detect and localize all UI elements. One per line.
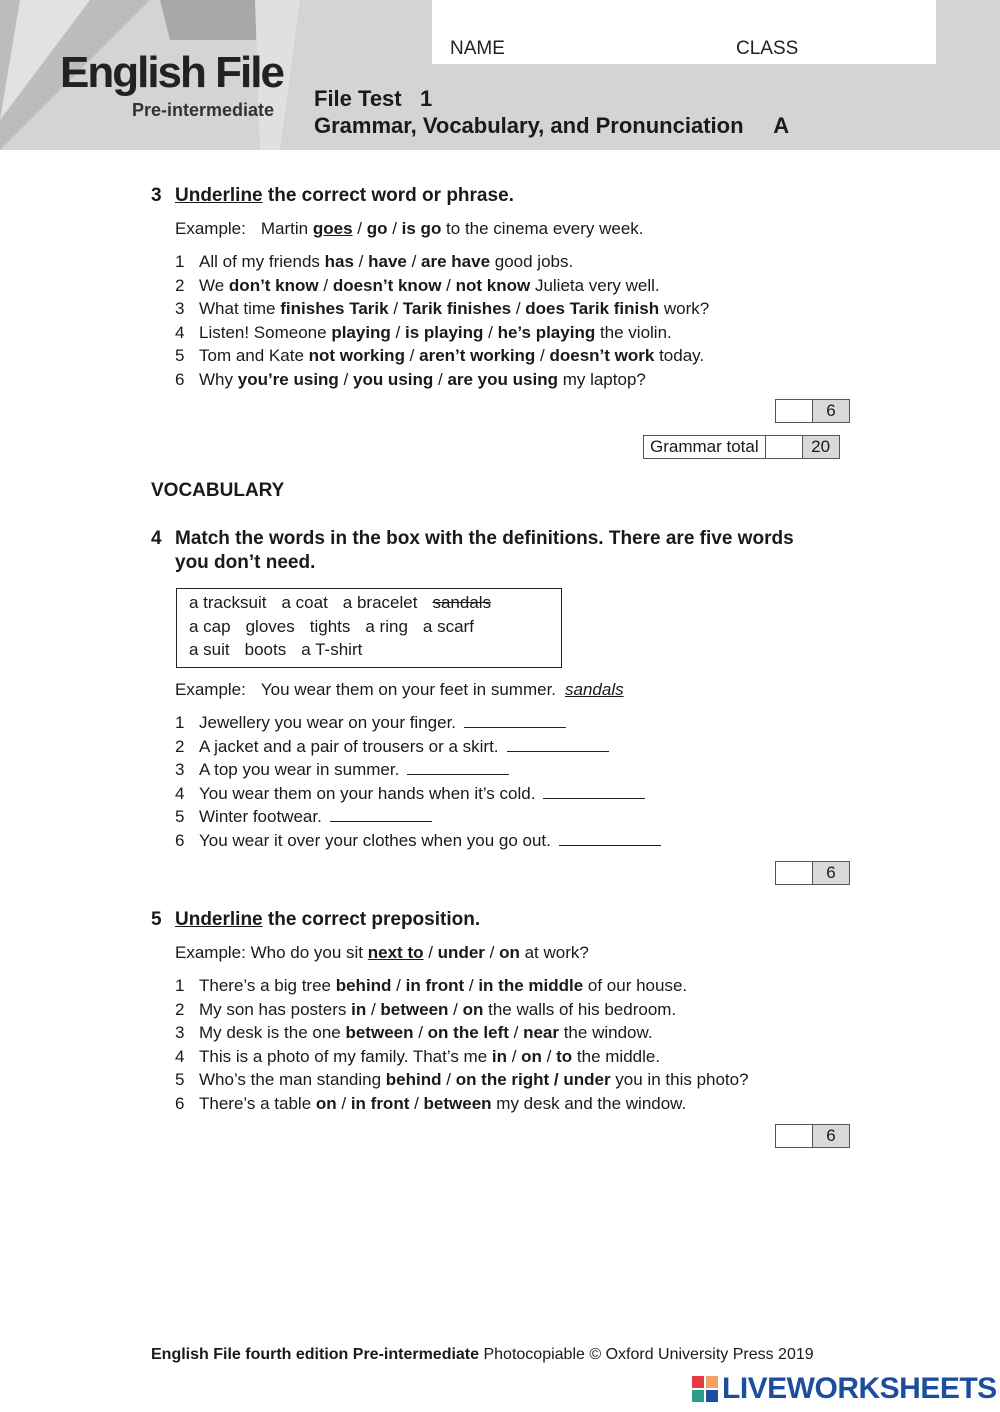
item-text: / (483, 322, 498, 342)
item-number: 6 (175, 1093, 185, 1113)
example-text: Martin (260, 219, 313, 238)
item-number: 1 (175, 252, 185, 271)
q3-item-5 (175, 344, 709, 368)
item-number: 6 (175, 369, 185, 389)
q3-item-6 (175, 368, 709, 392)
q5-item-6 (175, 1092, 749, 1116)
item-text: the window. (558, 1023, 653, 1043)
score-max: 6 (812, 862, 849, 884)
answer-option[interactable]: not working (308, 346, 405, 366)
word-box (176, 588, 562, 668)
word-box-word: a suit (189, 640, 230, 659)
item-text: A top you wear in summer. (199, 760, 400, 780)
score-max: 6 (812, 400, 849, 422)
test-title: File Test 1 (314, 86, 433, 111)
q3-item-4 (175, 321, 709, 345)
item-text: / (508, 1023, 524, 1043)
word-box-word: boots (244, 640, 287, 659)
item-text: the violin. (595, 322, 672, 342)
test-subtitle: Grammar, Vocabulary, and Pronunciation A (314, 113, 790, 138)
page-header (0, 0, 1000, 150)
answer-blank[interactable] (464, 711, 566, 728)
item-text: My son has posters (199, 999, 352, 1019)
logo-square (692, 1390, 704, 1402)
answer-option[interactable]: on (521, 1046, 542, 1066)
item-number: 4 (175, 322, 185, 342)
example-label: Example: (175, 219, 246, 238)
name-class-field[interactable] (432, 0, 936, 64)
answer-option[interactable]: on the right / under (455, 1070, 611, 1090)
answer-option[interactable]: don’t know (228, 275, 319, 295)
item-text: you in this photo? (610, 1070, 749, 1090)
item-text: / (336, 1093, 351, 1113)
item-text: All of my friends (199, 252, 325, 271)
answer-option[interactable]: to (556, 1046, 573, 1066)
example-text: Example: Who do you sit (175, 943, 368, 962)
vocabulary-heading: VOCABULARY (151, 480, 285, 501)
q4-item-2 (175, 735, 661, 759)
answer-option[interactable]: finishes Tarik (280, 299, 389, 319)
answer-option[interactable]: doesn’t know (332, 275, 442, 295)
item-text: / (441, 275, 456, 295)
item-text: You wear it over your clothes when you go out. (199, 830, 551, 850)
liveworksheets-text: LIVEWORKSHEETS (722, 1372, 997, 1405)
item-text: / (391, 976, 406, 995)
item-text: Julieta very well. (530, 275, 660, 295)
q4-item-1 (175, 711, 661, 735)
item-text: work? (659, 299, 710, 319)
q4-example (175, 680, 624, 700)
item-number: 1 (175, 976, 185, 995)
item-number: 2 (175, 999, 185, 1019)
answer-option[interactable]: you’re using (237, 369, 339, 389)
item-text: You wear them on your hands when it’s cold. (199, 783, 536, 803)
item-text: My desk is the one (199, 1023, 346, 1043)
answer-option[interactable]: have (368, 252, 407, 271)
example-option: is go (401, 219, 442, 238)
q4-heading (151, 527, 794, 575)
item-text: / (388, 299, 403, 319)
word-box-word: a cap (189, 616, 231, 636)
word-box-word: a coat (281, 593, 328, 612)
score-max: 6 (812, 1125, 849, 1147)
answer-blank[interactable] (543, 782, 645, 799)
liveworksheets-logo-icon (692, 1376, 718, 1402)
item-text: / (318, 275, 333, 295)
word-box-word: tights (309, 616, 351, 636)
grammar-total-max: 20 (802, 436, 839, 458)
answer-option[interactable]: does Tarik finish (525, 299, 660, 319)
item-text: There’s a big tree (199, 976, 336, 995)
item-text: / (507, 1046, 522, 1066)
item-number: 2 (175, 736, 185, 756)
q3-heading (151, 185, 514, 207)
q4-item-list (175, 711, 661, 853)
name-label: NAME (450, 38, 505, 59)
answer-option[interactable]: are you using (447, 369, 558, 389)
item-text: / (406, 252, 422, 271)
q3-example (175, 219, 644, 239)
item-text: / (464, 976, 479, 995)
answer-blank[interactable] (330, 805, 432, 822)
word-box-word: gloves (245, 616, 295, 636)
logo-square (706, 1376, 718, 1388)
item-text: of our house. (583, 976, 688, 995)
item-number: 5 (175, 1070, 185, 1090)
answer-blank[interactable] (507, 735, 609, 752)
footer-copyright (151, 1346, 814, 1364)
answer-option[interactable]: near (523, 1023, 559, 1043)
separator: / (484, 943, 500, 962)
q5-instruction: the correct preposition. (262, 909, 481, 930)
item-number: 3 (175, 299, 185, 319)
item-text: / (535, 346, 550, 366)
answer-option[interactable]: aren’t working (419, 346, 536, 366)
answer-option[interactable]: in front (405, 976, 465, 995)
answer-option[interactable]: he’s playing (497, 322, 596, 342)
answer-blank[interactable] (559, 829, 661, 846)
q5-heading (151, 909, 480, 931)
item-text: Jewellery you wear on your finger. (199, 713, 457, 732)
item-text: the walls of his bedroom. (483, 999, 677, 1019)
answer-option[interactable]: in front (350, 1093, 410, 1113)
class-label: CLASS (736, 38, 799, 59)
example-option: go (366, 219, 388, 238)
item-number: 4 (175, 783, 185, 803)
q3-item-3 (175, 297, 709, 321)
example-answer: sandals (565, 680, 624, 699)
item-number: 3 (175, 760, 185, 780)
q5-item-3 (175, 1021, 749, 1045)
logo-square (706, 1390, 718, 1402)
grammar-total-input[interactable] (765, 436, 802, 458)
separator: / (387, 219, 402, 238)
item-text: / (404, 346, 420, 366)
example-text: You wear them on your feet in summer. (260, 680, 557, 699)
separator: / (423, 943, 438, 962)
word-box-word: a scarf (422, 616, 474, 636)
score-input[interactable] (776, 862, 812, 884)
answer-option[interactable]: on (462, 999, 484, 1019)
logo-subtitle: Pre-intermediate (132, 100, 275, 120)
answer-blank[interactable] (407, 758, 509, 775)
item-text: / (511, 299, 526, 319)
q4-score-box (775, 861, 850, 885)
q5-item-5 (175, 1068, 749, 1092)
logo-square (692, 1376, 704, 1388)
separator: / (352, 219, 367, 238)
answer-option[interactable]: behind (335, 976, 392, 995)
grammar-total-label: Grammar total (644, 436, 765, 458)
word-box-word: a ring (365, 616, 408, 636)
word-box-word: a tracksuit (189, 593, 267, 612)
answer-option[interactable]: on the left (427, 1023, 509, 1043)
item-text: We (199, 275, 229, 295)
q3-item-list (175, 250, 709, 392)
q5-number: 5 (151, 909, 162, 930)
score-input[interactable] (776, 1125, 812, 1147)
answer-option[interactable]: on (315, 1093, 337, 1113)
item-text: good jobs. (490, 252, 574, 271)
answer-option[interactable]: between (423, 1093, 492, 1113)
q3-item-1 (175, 250, 709, 274)
answer-option[interactable]: behind (385, 1070, 442, 1090)
answer-option[interactable]: between (380, 999, 449, 1019)
answer-option[interactable]: in (351, 999, 367, 1019)
item-text: my desk and the window. (491, 1093, 687, 1113)
q5-item-2 (175, 998, 749, 1022)
logo-title: English File (60, 48, 283, 97)
q4-item-6 (175, 829, 661, 853)
q3-verb: Underline (175, 185, 263, 206)
word-box-row (189, 591, 561, 615)
item-text: Who’s the man standing (199, 1070, 386, 1090)
q4-item-3 (175, 758, 661, 782)
example-text: to the cinema every week. (441, 219, 644, 238)
item-text: Tom and Kate (199, 346, 309, 366)
answer-option[interactable]: Tarik finishes (402, 299, 512, 319)
answer-option[interactable]: between (345, 1023, 414, 1043)
score-input[interactable] (776, 400, 812, 422)
item-number: 4 (175, 1046, 185, 1066)
item-text: / (441, 1070, 456, 1090)
answer-option[interactable]: in the middle (478, 976, 584, 995)
q4-instruction-line2: you don’t need. (175, 552, 316, 573)
answer-option[interactable]: in (491, 1046, 507, 1066)
answer-option[interactable]: is playing (405, 322, 484, 342)
item-text: / (413, 1023, 428, 1043)
item-text: This is a photo of my family. That’s me (199, 1046, 492, 1066)
q4-instruction-line1: Match the words in the box with the definitions. There are five words (175, 528, 794, 549)
item-text: / (541, 1046, 557, 1066)
q5-item-4 (175, 1045, 749, 1069)
item-text: / (353, 252, 369, 271)
item-text: today. (654, 346, 705, 366)
word-box-word: a T-shirt (301, 640, 363, 659)
item-text: / (448, 999, 463, 1019)
answer-option[interactable]: doesn’t work (549, 346, 655, 366)
q5-example (175, 943, 589, 963)
liveworksheets-watermark (692, 1372, 997, 1406)
q3-item-2 (175, 274, 709, 298)
item-text: / (338, 369, 353, 389)
item-text: There’s a table (199, 1093, 316, 1113)
example-option: on (499, 943, 520, 962)
word-box-row (189, 638, 561, 662)
item-number: 2 (175, 275, 185, 295)
item-number: 5 (175, 807, 185, 827)
q3-score-box (775, 399, 850, 423)
example-text: at work? (519, 943, 589, 962)
item-text: Why (199, 369, 238, 389)
item-number: 1 (175, 713, 185, 732)
q3-number: 3 (151, 185, 162, 206)
item-number: 5 (175, 346, 185, 366)
q3-instruction: the correct word or phrase. (262, 185, 514, 206)
grammar-total-box (643, 435, 840, 459)
item-number: 3 (175, 1023, 185, 1043)
item-text: the middle. (572, 1046, 661, 1066)
example-answer: next to (367, 943, 424, 962)
item-text: / (409, 1093, 424, 1113)
answer-option[interactable]: has (324, 252, 354, 271)
q4-item-5 (175, 805, 661, 829)
item-text: / (366, 999, 381, 1019)
word-box-row (189, 615, 561, 639)
q4-number: 4 (151, 528, 162, 549)
item-text: Winter footwear. (199, 807, 322, 827)
example-answer: goes (312, 219, 353, 238)
example-option: under (437, 943, 485, 962)
answer-option[interactable]: you using (352, 369, 434, 389)
item-text: What time (199, 299, 281, 319)
answer-option[interactable]: are have (421, 252, 491, 271)
item-number: 6 (175, 830, 185, 850)
q5-item-1 (175, 974, 749, 998)
footer-book-title: English File fourth edition Pre-intermediate (151, 1346, 480, 1363)
word-box-word: sandals (432, 593, 492, 612)
word-box-word: a bracelet (342, 593, 418, 612)
item-text: / (433, 369, 448, 389)
item-text: Listen! Someone (199, 322, 332, 342)
item-text: / (390, 322, 405, 342)
item-text: my laptop? (557, 369, 646, 389)
q5-item-list (175, 974, 749, 1116)
q5-verb: Underline (175, 909, 263, 930)
footer-rights: Photocopiable © Oxford University Press 2019 (479, 1346, 814, 1363)
answer-option[interactable]: playing (331, 322, 391, 342)
q5-score-box (775, 1124, 850, 1148)
item-text: A jacket and a pair of trousers or a skirt. (199, 736, 499, 756)
q4-item-4 (175, 782, 661, 806)
example-label: Example: (175, 680, 246, 699)
answer-option[interactable]: not know (455, 275, 531, 295)
